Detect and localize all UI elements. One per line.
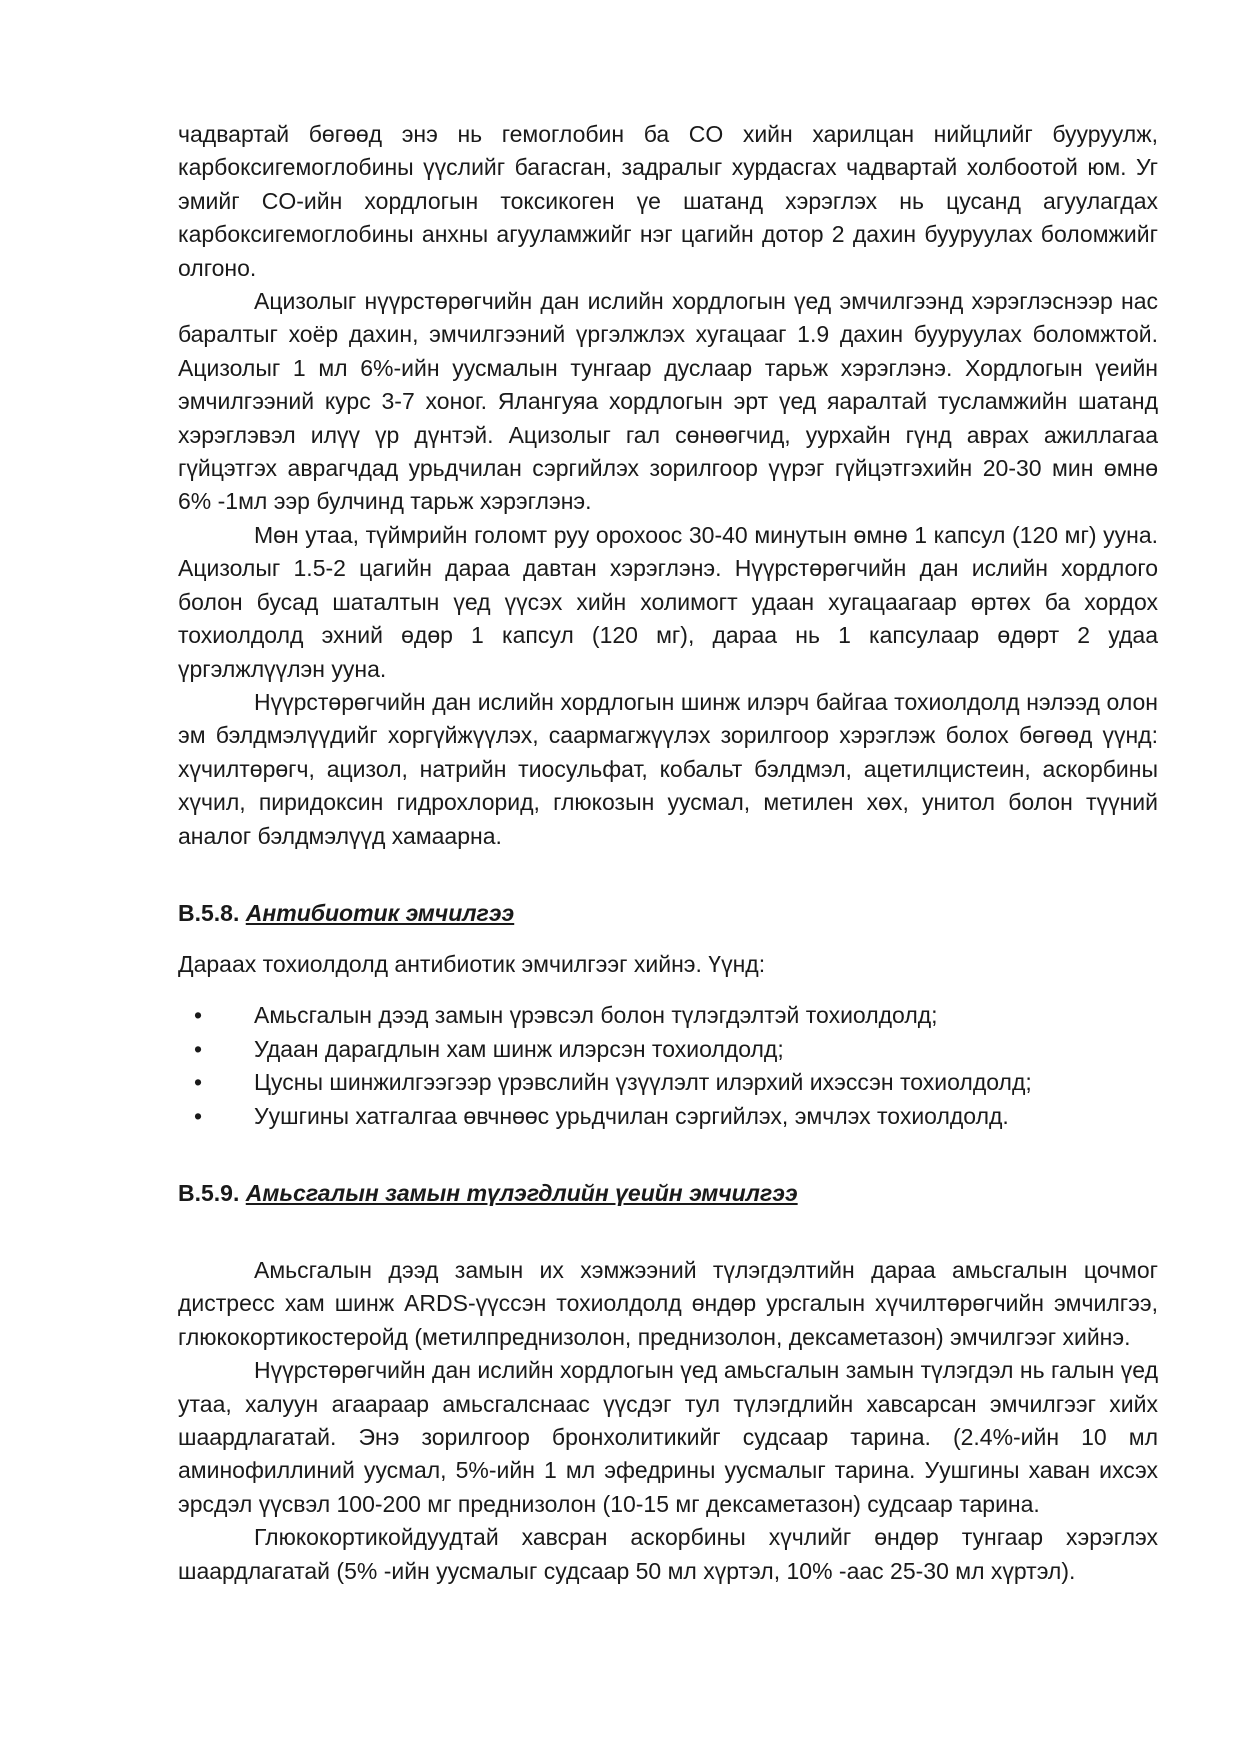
section-title: Амьсгалын замын түлэгдлийн үеийн эмчилгээ — [245, 1179, 798, 1206]
bullet-icon: • — [194, 1002, 203, 1029]
bullet-icon: • — [194, 1102, 203, 1129]
bullet-icon: • — [194, 1035, 203, 1062]
list-item — [178, 999, 1158, 1032]
paragraph-ards-treatment: Амьсгалын дээд замын их хэмжээний түлэгдэлтийн дараа амьсгалын цочмог дистресс хам шинж ARDS-үүссэн тохиолдолд өндөр урсгалын хүчилтөрөгчийн эмчилгээ, глюкокортикостеройд (метилпреднизолон, преднизолон, дексаметазон) эмчилгээг хийнэ. — [178, 1256, 1158, 1350]
list-item-text: Цусны шинжилгээгээр үрэвслийн үзүүлэлт илэрхий ихэссэн тохиолдолд; — [254, 1069, 1032, 1096]
section-number: B.5.9. — [178, 1179, 240, 1206]
bullet-list — [178, 999, 1158, 1133]
section-number: B.5.8. — [178, 899, 240, 926]
list-item-text: Уушгины хатгалгаа өвчнөөс урьдчилан сэргийлэх, эмчлэх тохиолдолд. — [254, 1102, 1009, 1129]
list-item — [178, 1033, 1158, 1066]
list-item — [178, 1100, 1158, 1133]
list-item-text: Удаан дарагдлын хам шинж илэрсэн тохиолдолд; — [254, 1035, 784, 1062]
document-page — [178, 118, 1158, 1588]
paragraph-acizol-capsule: Мөн утаа, түймрийн голомт руу орохоос 30-40 минутын өмнө 1 капсул (120 мг) ууна. Ацизолыг 1.5-2 цагийн дараа давтан хэрэглэнэ. Нүүрстөрөгчийн дан ислийн хордлого болон бусад шаталтын үед үүсэх хийн холимогт удаан хугацаагаар өртөх ба хордох тохиолдолд эхний өдөр 1 капсул (120 мг), дараа нь 1 капсулаар өдөрт 2 удаа үргэлжлүүлэн ууна. — [178, 521, 1158, 682]
list-item-text: Амьсгалын дээд замын үрэвсэл болон түлэгдэлтэй тохиолдолд; — [254, 1002, 938, 1029]
paragraph-acizol-treatment: Ацизолыг нүүрстөрөгчийн дан ислийн хордлогын үед эмчилгээнд хэрэглэснээр нас баралтыг хоёр дахин, эмчилгээний үргэлжлэх хугацааг 1.9 дахин бууруулах боломжтой. Ацизолыг 1 мл 6%-ийн уусмалын тунгаар дуслаар тарьж хэрэглэнэ. Хордлогын үеийн эмчилгээний курс 3-7 хоног. Ялангуяа хордлогын эрт үед яаралтай тусламжийн шатанд хэрэглэвэл илүү үр дүнтэй. Ацизолыг гал сөнөөгчид, уурхайн гүнд аврах ажиллагаа гүйцэтгэх аврагчдад урьдчилан сэргийлэх зорилгоор үүрэг гүйцэтгэхийн 20-30 мин өмнө 6% -1мл ээр булчинд тарьж хэрэглэнэ. — [178, 288, 1158, 515]
section-title: Антибиотик эмчилгээ — [245, 899, 515, 926]
paragraph-airway-burn: Нүүрстөрөгчийн дан ислийн хордлогын үед амьсгалын замын түлэгдэл нь галын үед утаа, халуун агаараар амьсгалснаас үүсдэг тул түлэгдлийн хавсарсан эмчилгээг хийх шаардлагатай. Энэ зорилгоор бронхолитикийг судсаар тарина. (2.4%-ийн 10 мл аминофиллиний уусмал, 5%-ийн 1 мл эфедрины уусмалыг тарина. Уушгины хаван ихсэх эрсдэл үүсвэл 100-200 мг преднизолон (10-15 мг дексаметазон) судсаар тарина. — [178, 1357, 1158, 1517]
bullet-icon: • — [194, 1069, 203, 1096]
paragraph-ascorbic-acid: Глюкокортикойдуудтай хавсран аскорбины хүчлийг өндөр тунгаар хэрэглэх шаардлагатай (5% -ийн уусмалыг судсаар 50 мл хүртэл, 10% -аас 25-30 мл хүртэл). — [178, 1524, 1158, 1584]
list-item — [178, 1066, 1158, 1099]
section-intro: Дараах тохиолдолд антибиотик эмчилгээг хийнэ. Үүнд: — [178, 950, 766, 977]
paragraph-continuation: чадвартай бөгөөд энэ нь гемоглобин ба CO хийн харилцан нийцлийг бууруулж, карбоксигемоглобины үүслийг багасган, задралыг хурдасгах чадвартай холбоотой юм. Уг эмийг CO-ийн хордлогын токсикоген үе шатанд хэрэглэх нь цусанд агуулагдах карбоксигемоглобины анхны агууламжийг нэг цагийн дотор 2 дахин бууруулах боломжийг олгоно. — [178, 121, 1158, 281]
section-heading-b58 — [178, 897, 1158, 930]
section-heading-b59 — [178, 1177, 1158, 1210]
paragraph-antidotes: Нүүрстөрөгчийн дан ислийн хордлогын шинж илэрч байгаа тохиолдолд нэлээд олон эм бэлдмэлүүдийг хоргүйжүүлэх, саармагжүүлэх зорилгоор хэрэглэж болох бөгөөд үүнд: хүчилтөрөгч, ацизол, натрийн тиосульфат, кобальт бэлдмэл, ацетилцистеин, аскорбины хүчил, пиридоксин гидрохлорид, глюкозын уусмал, метилен хөх, унитол болон түүний аналог бэлдмэлүүд хамаарна. — [178, 688, 1158, 849]
